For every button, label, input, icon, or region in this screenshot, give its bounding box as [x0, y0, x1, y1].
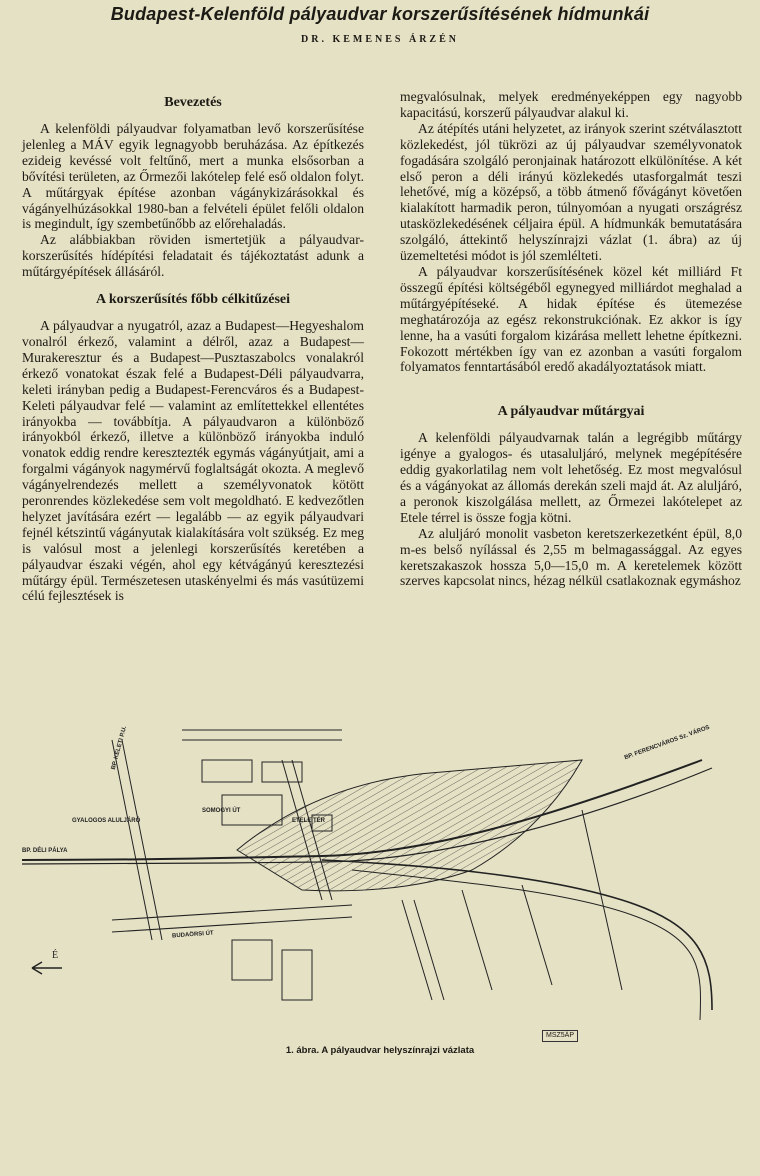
street: [414, 900, 444, 1000]
author-name: DR. KEMENES ÁRZÉN: [301, 34, 459, 45]
paragraph: Az aluljáró monolit vasbeton keretszerkezetként épül, 8,0 m-es belső nyílással és 2,55 m belmagassággal. Az egyes keretszakaszok hossza 5,0—15,0 m. A keretelemek között szerves kapcsolat nincs, hézag nélkül csatlakoznak egymáshoz: [400, 525, 742, 589]
station-area: [237, 760, 582, 891]
site-plan-figure: [22, 700, 752, 1060]
north-arrow-icon: [32, 962, 62, 974]
paragraph: Az alábbiakban röviden ismertetjük a pályaudvar-korszerűsítés hídépítési feladatait és tájékoztatást adunk a műtárgyépítések állásáról.: [22, 232, 364, 280]
street: [402, 900, 432, 1000]
paragraph: A pályaudvar korszerűsítésének közel két milliárd Ft összegű építési költségéből egynegyed milliárdot meghalad a műtárgyépítéseké. A hidak építése és ütemezése meghatározója az egész rekonstrukciónak. Ez akkor is így lenne, ha a vasúti forgalom kizárása mellett lehetne építkezni. Fokozott mértékben így van ez azonban a vasúti forgalom folyamatos fenntartásából eredő akadályoztatások miatt.: [400, 263, 742, 375]
street: [112, 905, 352, 920]
right-column: [400, 89, 742, 589]
figure-stamp: MSZ5ÁP: [542, 1030, 578, 1042]
map-label-deli: BP. DÉLI PÁLYA: [22, 848, 68, 854]
track-line: [352, 870, 701, 1020]
left-column: [22, 88, 364, 604]
article-title: Budapest-Kelenföld pályaudvar korszerűsítésének hídmunkái: [110, 4, 650, 24]
map-label-somogyi: SOMOGYI ÚT: [202, 808, 241, 814]
paragraph: Az átépítés utáni helyzetet, az irányok szerint szétválasztott közlekedést, jól tükrözi az új pályaudvar személyvonatok fogadására szolgáló peronjainak határozott elkülönítése. A két első peron a déli irányú közlekedés utasforgalmát teszi lehetővé, míg a középső, a több átmenő fővágányt követően kialakított harmadik peron, túlnyomóan a nyugati országrész utasközlekedésének céljaira épül. A hídmunkák bemutatására szolgáló, áttekintő helyszínrajzi vázlat (1. ábra) az új üzemeltetési módot is jól szemlélteti.: [400, 120, 742, 264]
map-label-ferencvaros: BP. FERENCVÁROS Sz. VÁROS: [623, 724, 711, 762]
street: [462, 890, 492, 990]
building: [232, 940, 272, 980]
map-label-etele: ETELE TÉR: [292, 818, 326, 824]
street: [112, 740, 152, 940]
street: [522, 885, 552, 985]
street: [122, 740, 162, 940]
section-heading-structures: A pályaudvar műtárgyai: [497, 404, 645, 420]
building: [202, 760, 252, 782]
paragraph: A kelenföldi pályaudvarnak talán a legrégibb műtárgy igénye a gyalogos- és utasaluljáró, melynek megépítésére eddig gyakorlatilag nem volt lehetőség. Ez most megvalósul és a vágányokat az állomás derekán szeli majd át. Az aluljáró, a peronok kiszolgálása mellett, az Őrmezei lakótelepet az Etele térrel is össze fogja kötni.: [400, 430, 742, 525]
paragraph: A kelenföldi pályaudvar folyamatban levő korszerűsítése jelenleg a MÁV egyik legnagyobb beruházása. Az építkezés ezideig kevéssé volt feltűnő, mert a munka elsősorban a bővítési területen, az Őrmezői lakótelep felé eső oldalon folyt. A műtárgyak építése azonban vágánykizárásokkal és vágányelhúzásokkal 1980-ban a felvételi épület felőli oldalon is megindult, így szembetűnőbb az előrehaladás.: [22, 121, 364, 232]
building: [262, 762, 302, 782]
map-label-gyalogos: GYALOGOS ALULJÁRÓ: [72, 818, 141, 824]
street: [582, 810, 622, 990]
building: [282, 950, 312, 1000]
svg-text:É: É: [52, 950, 59, 961]
paragraph: A pályaudvar a nyugatról, azaz a Budapest—Hegyeshalom vonalról érkező, valamint a délről, azaz a Budapest—Murakeresztur és a Budapest—Pusztaszabolcs vonalakról érkező vonatokat észak felé a Budapest-Déli pályaudvarra, keleti irányban pedig a Budapest-Ferencváros és a Budapest-Keleti pályaudvar felé — valamint az említettekkel ellentétes irányokba — továbbítja. A pályaudvaron a különböző irányokból érkező, illetve a különböző irányokba induló vonatok eddig rendre keresztezték egymás vágányútjait, ami a forgalmi vágányok nagymérvű foglaltságát okozta. A meglevő vágányelrendezés mellett a személyvonatok kötött peronrendes közlekedése sem volt megoldható. E kedvezőtlen helyzet javítására ezért — legalább — az egyik pályaudvari fejnél kétszintű vágányutak kialakítására volt szükség. Ez meg is valósul most a jelenlegi korszerűsítés keretében a pályaudvar északi végén, ahol egy kétvágányú keresztezési műtárgy épül. Természetesen utaskényelmi és más vasútüzemi célú fejlesztések is: [22, 318, 364, 604]
section-heading-introduction: Bevezetés: [164, 95, 222, 110]
map-label-keleti: BP. KELETI P.U.: [110, 725, 129, 771]
map-label-budaorsi: BUDAÖRSI ÚT: [171, 930, 214, 940]
paragraph: megvalósulnak, melyek eredményeképpen egy nagyobb kapacitású, korszerű pályaudvar alakul ki.: [400, 89, 742, 120]
figure-caption: 1. ábra. A pályaudvar helyszínrajzi vázlata: [285, 1045, 475, 1056]
section-heading-objectives: A korszerűsítés főbb célkitűzései: [95, 292, 291, 308]
